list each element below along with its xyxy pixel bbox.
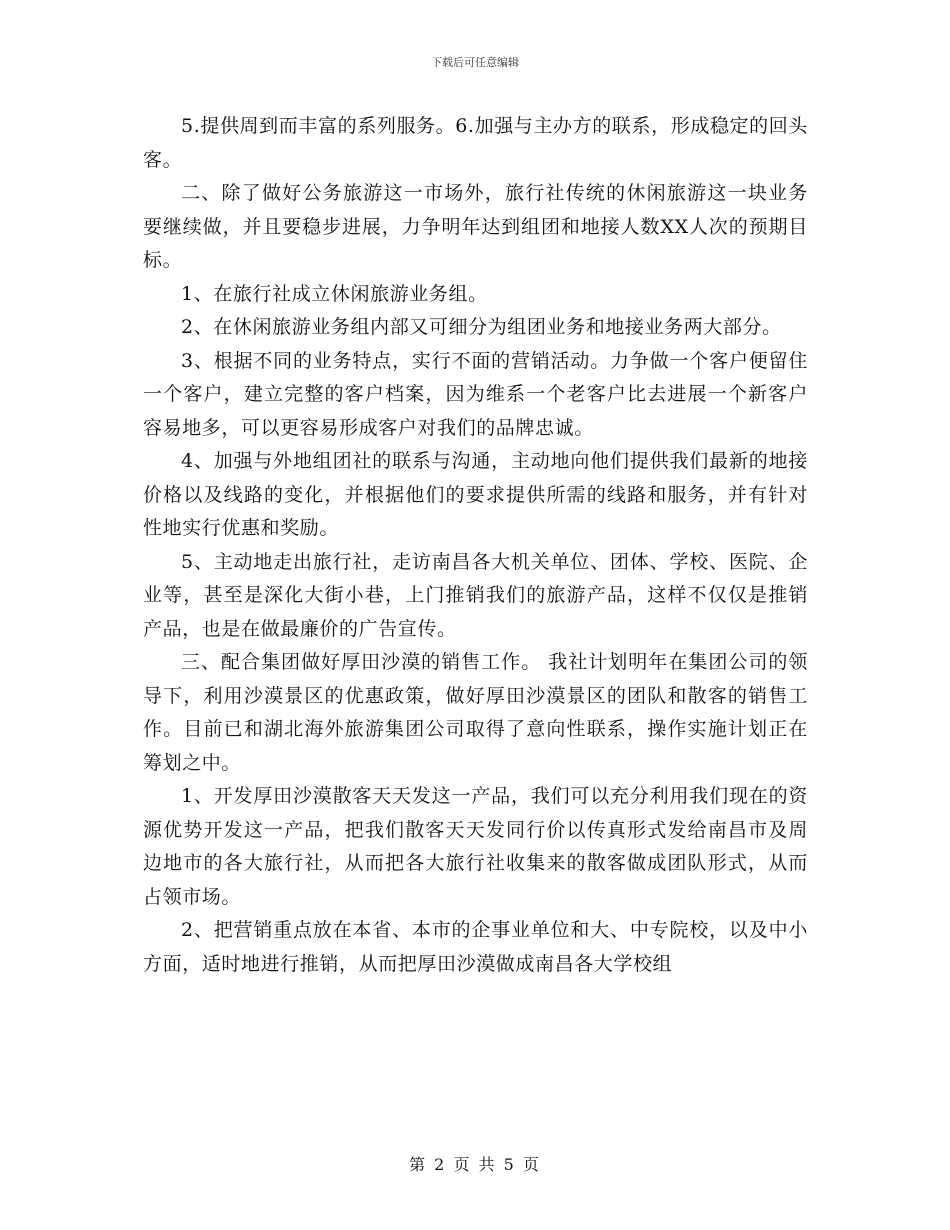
paragraph-2: 二、除了做好公务旅游这一市场外，旅行社传统的休闲旅游这一块业务要继续做，并且要稳步进展，力争明年达到组团和地接人数XX人次的预期目标。 bbox=[143, 182, 808, 271]
paragraph-6: 4、加强与外地组团社的联系与沟通，主动地向他们提供我们最新的地接价格以及线路的变化，并根据他们的要求提供所需的线路和服务，并有针对性地实行优惠和奖励。 bbox=[143, 450, 808, 539]
document-body bbox=[143, 110, 808, 981]
paragraph-8: 三、配合集团做好厚田沙漠的销售工作。 我社计划明年在集团公司的领导下，利用沙漠景区的优惠政策，做好厚田沙漠景区的团队和散客的销售工作。目前已和湖北海外旅游集团公司取得了意向性联系，操作实施计划正在筹划之中。 bbox=[143, 651, 808, 774]
paragraph-4: 2、在休闲旅游业务组内部又可细分为组团业务和地接业务两大部分。 bbox=[181, 316, 782, 338]
paragraph-5: 3、根据不同的业务特点，实行不面的营销活动。力争做一个客户便留住一个客户，建立完整的客户档案，因为维系一个老客户比去进展一个新客户容易地多，可以更容易形成客户对我们的品牌忠诚。 bbox=[143, 349, 808, 439]
paragraph-9: 1、开发厚田沙漠散客天天发这一产品，我们可以充分利用我们现在的资源优势开发这一产品，把我们散客天天发同行价以传真形式发给南昌市及周边地市的各大旅行社，从而把各大旅行社收集来的散客做成团队形式，从而占领市场。 bbox=[143, 785, 808, 908]
paragraph-3: 1、在旅行社成立休闲旅游业务组。 bbox=[181, 282, 488, 305]
page-number-footer: 第 2 页 共 5 页 bbox=[409, 1155, 541, 1174]
paragraph-7: 5、主动地走出旅行社，走访南昌各大机关单位、团体、学校、医院、企业等，甚至是深化大街小巷，上门推销我们的旅游产品，这样不仅仅是推销产品，也是在做最廉价的广告宣传。 bbox=[143, 550, 808, 640]
paragraph-1: 5.提供周到而丰富的系列服务。6.加强与主办方的联系，形成稳定的回头客。 bbox=[143, 115, 808, 171]
page-header: 下载后可任意编辑 bbox=[431, 56, 519, 69]
paragraph-10: 2、把营销重点放在本省、本市的企事业单位和大、中专院校，以及中小方面，适时地进行推销，从而把厚田沙漠做成南昌各大学校组 bbox=[143, 919, 808, 975]
